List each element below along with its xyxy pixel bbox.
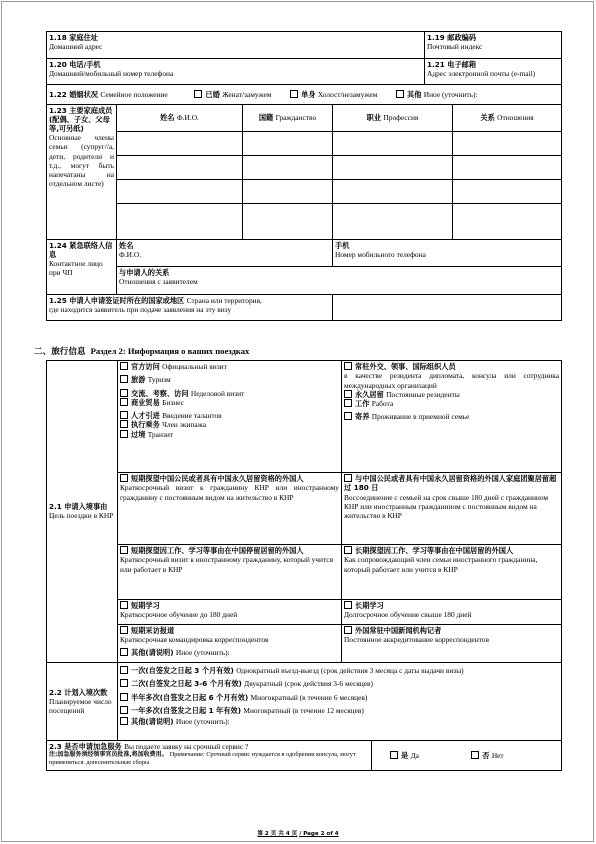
purpose-business-zh: 商业贸易 [131, 397, 160, 407]
emergency-name-label-zh: 姓名 [119, 241, 134, 250]
entries-half-year-ru: Многократный (в течение 6 месяцев) [250, 692, 368, 702]
family-row-1-relation[interactable] [453, 132, 562, 156]
purpose-official-option[interactable] [120, 362, 339, 371]
emergency-mobile-label-zh: 手机 [335, 241, 350, 250]
purpose-talent-option[interactable] [120, 411, 339, 420]
express-yes-ru: Да [410, 750, 419, 760]
purpose-work-option[interactable] [344, 399, 559, 408]
family-header-nationality-zh: 国籍 [258, 113, 274, 123]
purpose-short-family-cell[interactable] [118, 473, 342, 545]
purpose-resident-journalist-zh: 外国常驻中国新闻机构记者 [355, 626, 442, 635]
purpose-permanent-option[interactable] [344, 390, 559, 399]
purpose-foster-ru: Проживание в приемной семье [371, 412, 470, 422]
family-row-3-profession[interactable] [333, 180, 453, 204]
family-header-name [117, 105, 243, 132]
emergency-name-label-ru: Ф.И.О. [119, 250, 142, 259]
purpose-short-foreign-cell[interactable] [118, 545, 342, 600]
section2-title [34, 345, 249, 357]
entries-double-ru: Двукратный (срок действия 3-6 месяцев) [244, 679, 373, 689]
purpose-short-journalist-ru: Краткосрочная командировка корреспондентов [120, 635, 269, 645]
entries-one-year-zh: 一年多次(自签发之日起 1 年有效) [131, 705, 242, 715]
family-row-3-nationality[interactable] [243, 180, 333, 204]
entries-double-zh: 二次(自签发之日起 3-6 个月有效) [131, 679, 242, 689]
purpose-resident-journalist-cell[interactable] [342, 625, 562, 663]
family-row-4-profession[interactable] [333, 204, 453, 240]
entries-other-zh: 其他(请说明) [131, 717, 174, 726]
purpose-short-family-checkbox[interactable] [120, 474, 128, 482]
purpose-business-ru: Бизнес [162, 397, 184, 407]
purpose-long-foreign-checkbox[interactable] [344, 546, 352, 554]
purpose-transit-zh: 过境 [131, 429, 146, 439]
purpose-crew-checkbox[interactable] [120, 420, 128, 428]
purpose-foster-zh: 寄养 [355, 412, 370, 422]
emergency-contact-label-cell [47, 240, 117, 295]
purpose-permanent-zh: 永久居留 [355, 389, 384, 399]
purpose-other-checkbox[interactable] [120, 648, 128, 656]
entries-half-year-zh: 半年多次(自签发之日起 6 个月有效) [131, 692, 249, 702]
purpose-transit-option[interactable] [120, 430, 339, 439]
purpose-talent-zh: 人才引进 [131, 411, 160, 420]
emergency-label-ru: Контактное лицо при ЧП [49, 259, 103, 278]
footer-page-en: / Page 2 of 4 [299, 831, 339, 837]
single-checkbox[interactable] [290, 90, 298, 98]
purpose-long-family-zh: 与中国公民或者具有中国永久居留资格的外国人家庭团聚居留超过 180 日 [344, 474, 557, 493]
purpose-official-ru: Официальный визит [162, 362, 227, 371]
purpose-talent-ru: Введение талантов [162, 411, 222, 420]
marital-label-ru: Семейное положение [100, 89, 168, 99]
entries-one-year-checkbox[interactable] [120, 706, 128, 714]
entries-other-option[interactable] [120, 717, 559, 726]
phone-field[interactable] [47, 59, 425, 85]
purpose-work-zh: 工作 [355, 399, 370, 408]
entries-single-option[interactable] [120, 666, 559, 675]
express-no-ru: Нет [491, 750, 504, 760]
express-no-zh: 否 [482, 750, 490, 760]
family-header-relation-ru: Отношения [497, 113, 534, 123]
purpose-long-family-checkbox[interactable] [344, 474, 352, 482]
marital-other-label-ru: Иное (уточнить): [423, 89, 478, 99]
family-header-relation [453, 105, 562, 132]
marital-other-label-zh: 其他 [407, 89, 422, 99]
purpose-label-zh: 2.1 申请入境事由 [49, 502, 108, 512]
section2-title-zh: 二、旅行信息 [34, 347, 86, 357]
purpose-long-study-checkbox[interactable] [344, 601, 352, 609]
family-row-4-name[interactable] [117, 204, 243, 240]
entries-single-checkbox[interactable] [120, 666, 128, 674]
postal-code-label-ru: Почтовый индекс [427, 42, 483, 51]
purpose-exchange-ru: Неделовой визит [190, 388, 245, 398]
purpose-short-study-zh: 短期学习 [131, 601, 160, 610]
postal-code-label-zh: 1.19 邮政编码 [427, 33, 477, 42]
purpose-foster-checkbox[interactable] [344, 412, 352, 420]
purpose-other-ru: Иное (уточнить): [175, 647, 230, 657]
emergency-relation-label-ru: Отношения с заявителем [119, 277, 198, 286]
express-yes-checkbox[interactable] [390, 751, 398, 759]
family-header-nationality-ru: Гражданство [275, 113, 317, 123]
single-label-zh: 单身 [301, 89, 316, 99]
entries-single-ru: Однократный въезд-выезд (срок действия 3 месяца с даты выдачи визы) [236, 666, 464, 675]
home-address-label-zh: 1.18 家庭住址 [49, 33, 98, 42]
married-label-ru: Женат/замужем [222, 89, 272, 99]
home-address-label-ru: Домашний адрес [49, 42, 103, 51]
location-label-zh: 1.25 申请人申请签证时所在的国家或地区 [49, 296, 185, 305]
emergency-label-zh: 1.24 紧急联络人信息 [49, 241, 113, 259]
purpose-short-study-cell[interactable] [118, 600, 342, 625]
purpose-other-zh: 其他(请说明) [131, 647, 174, 657]
purpose-diplomat-zh: 常驻外交、领事、国际组织人员 [355, 362, 456, 371]
entries-label-cell [47, 663, 118, 741]
purpose-long-study-zh: 长期学习 [355, 601, 384, 610]
purpose-transit-ru: Транзит [147, 429, 174, 439]
email-label-ru: Адрес электронной почты (e-mail) [427, 69, 536, 78]
section1-table [46, 31, 562, 321]
purpose-transit-checkbox[interactable] [120, 430, 128, 438]
purpose-crew-zh: 执行乘务 [131, 420, 160, 430]
family-row-2-name[interactable] [117, 156, 243, 180]
married-label-zh: 已婚 [205, 89, 220, 99]
purpose-business-option[interactable] [120, 398, 339, 407]
purpose-permanent-ru: Постоянные резиденты [386, 389, 460, 399]
purpose-diplomat-ru: в качестве резидента дипломата, консула или сотрудника международных организаций [344, 371, 560, 390]
purpose-business-checkbox[interactable] [120, 398, 128, 406]
purpose-work-checkbox[interactable] [344, 399, 352, 407]
purpose-tourism-ru: Туризм [147, 375, 171, 385]
purpose-long-foreign-cell[interactable] [342, 545, 562, 600]
entries-options [118, 663, 562, 741]
family-row-1-profession[interactable] [333, 132, 453, 156]
express-answer-cell [372, 741, 562, 771]
purpose-short-study-ru: Краткосрочное обучение до 180 дней [120, 610, 238, 620]
entries-label-ru: Планируемое число посещений [49, 696, 112, 715]
purpose-short-journalist-cell[interactable] [118, 625, 342, 663]
family-row-2-relation[interactable] [453, 156, 562, 180]
purpose-short-family-ru: Краткосрочный визит к гражданину КНР или иностранному гражданину с постоянным видом на жительство в КНР [120, 483, 339, 502]
emergency-mobile-field[interactable] [333, 240, 562, 267]
purpose-long-study-ru: Долгосрочное обучение свыше 180 дней [344, 610, 472, 620]
express-no-checkbox[interactable] [471, 751, 479, 759]
location-label-ru-2: где находится заявитель при подаче заявления на эту визу [49, 305, 232, 315]
purpose-short-foreign-checkbox[interactable] [120, 546, 128, 554]
purpose-short-journalist-zh: 短期采访报道 [131, 626, 175, 635]
section2-table [46, 360, 562, 771]
purpose-short-journalist-checkbox[interactable] [120, 626, 128, 634]
family-header-profession [333, 105, 453, 132]
entries-single-zh: 一次(自签发之日起 3 个月有效) [131, 666, 234, 675]
family-row-3-name[interactable] [117, 180, 243, 204]
entries-one-year-option[interactable] [120, 706, 559, 715]
entries-double-checkbox[interactable] [120, 679, 128, 687]
express-note-zh: 注:加急服务须经领事官员批准,将加收费用。 [49, 751, 168, 759]
purpose-left-options [118, 361, 342, 473]
purpose-label-ru: Цель поездки в КНР [49, 511, 114, 521]
entries-other-checkbox[interactable] [120, 717, 128, 725]
family-label-zh: 1.23 主要家庭成员(配偶、子女、父母等,可另纸) [49, 106, 113, 133]
emergency-relation-field[interactable] [117, 267, 562, 295]
family-row-2-nationality[interactable] [243, 156, 333, 180]
entries-double-option[interactable] [120, 679, 559, 688]
express-no-option[interactable] [471, 751, 503, 760]
purpose-long-foreign-ru: Как сопровождающий член семьи иностранного гражданина, который работает или учится в КНР [344, 555, 538, 574]
purpose-official-zh: 官方访问 [131, 362, 160, 371]
family-members-label-cell [47, 105, 117, 240]
purpose-long-foreign-zh: 长期探望因工作、学习等事由在中国居留的外国人 [355, 546, 514, 555]
purpose-crew-option[interactable] [120, 420, 339, 429]
marital-label-zh: 1.22 婚姻状况 [49, 89, 98, 99]
entries-label-zh: 2.2 计划入境次数 [49, 687, 108, 697]
purpose-short-foreign-zh: 短期探望因工作、学习等事由在中国停留居留的外国人 [131, 546, 304, 555]
purpose-talent-checkbox[interactable] [120, 411, 128, 419]
family-header-name-zh: 姓名 [160, 113, 175, 123]
family-row-1-name[interactable] [117, 132, 243, 156]
purpose-official-checkbox[interactable] [120, 362, 128, 370]
express-yes-option[interactable] [390, 751, 419, 760]
purpose-exchange-zh: 交流、考察、访问 [131, 388, 189, 398]
express-question-cell [47, 741, 372, 771]
express-yes-zh: 是 [401, 750, 409, 760]
single-label-ru: Холост/незамужем [317, 89, 378, 99]
purpose-tourism-checkbox[interactable] [120, 375, 128, 383]
applicant-location-field[interactable] [333, 295, 562, 321]
purpose-right-options [342, 361, 562, 473]
purpose-diplomat-checkbox[interactable] [344, 362, 352, 370]
family-row-1-nationality[interactable] [243, 132, 333, 156]
email-label-zh: 1.21 电子邮箱 [427, 60, 477, 69]
family-row-3-relation[interactable] [453, 180, 562, 204]
purpose-short-family-zh: 短期探望中国公民或者具有中国永久居留资格的外国人 [131, 474, 304, 483]
home-address-field[interactable] [47, 32, 425, 59]
postal-code-field[interactable] [425, 32, 562, 59]
applicant-location-label-cell [47, 295, 333, 321]
emergency-name-field[interactable] [117, 240, 333, 267]
family-header-profession-zh: 职业 [366, 113, 382, 123]
purpose-long-study-cell[interactable] [342, 600, 562, 625]
emergency-mobile-label-ru: Номер мобильного телефона [335, 250, 426, 259]
family-row-4-relation[interactable] [453, 204, 562, 240]
family-row-2-profession[interactable] [333, 156, 453, 180]
section2-title-ru: Раздел 2: Информация о ваших поездках [90, 346, 250, 356]
purpose-exchange-checkbox[interactable] [120, 389, 128, 397]
purpose-tourism-zh: 旅游 [131, 375, 146, 385]
purpose-long-family-ru: Воссоединение с семьей на срок свыше 180 дней с гражданином КНР или иностранным гражданином с постоянным видом на жительство в КНР [344, 492, 549, 520]
purpose-short-study-checkbox[interactable] [120, 601, 128, 609]
purpose-work-ru: Работа [371, 399, 394, 408]
purpose-resident-journalist-ru: Постоянное аккредитование корреспондентов [344, 635, 489, 645]
marital-other-checkbox[interactable] [396, 90, 404, 98]
purpose-short-foreign-ru: Краткосрочный визит к иностранному гражданину, который учится или работает в КНР [120, 555, 333, 574]
family-header-nationality [243, 105, 333, 132]
express-question-zh: 2.3 是否申请加急服务 [49, 742, 122, 751]
family-header-relation-zh: 关系 [480, 113, 495, 123]
purpose-exchange-option[interactable] [120, 389, 339, 398]
purpose-long-family-cell[interactable] [342, 473, 562, 545]
entries-half-year-option[interactable] [120, 693, 559, 702]
purpose-foster-option[interactable] [344, 412, 559, 421]
purpose-diplomat-option[interactable] [344, 362, 559, 371]
email-field[interactable] [425, 59, 562, 85]
entries-other-ru: Иное (уточнить): [175, 717, 230, 726]
footer-page-zh: 第 2 页 共 4 页 [257, 831, 298, 837]
family-header-name-ru: Ф.И.О. [176, 113, 199, 123]
emergency-relation-label-zh: 与申请人的关系 [119, 268, 170, 277]
phone-label-zh: 1.20 电话/手机 [49, 60, 101, 69]
family-label-ru: Основные члены семьи (супруг//а, дети, родители и т.д., могут быть напечатаны на отдельном листе) [49, 133, 114, 189]
family-header-profession-ru: Профессия [383, 113, 419, 123]
purpose-resident-journalist-checkbox[interactable] [344, 626, 352, 634]
page-footer [0, 829, 596, 837]
family-row-4-nationality[interactable] [243, 204, 333, 240]
married-checkbox[interactable] [194, 90, 202, 98]
marital-status-row [47, 85, 562, 105]
purpose-permanent-checkbox[interactable] [344, 390, 352, 398]
purpose-label-cell [47, 361, 118, 663]
phone-label-ru: Домашний/мобильный номер телефона [49, 69, 174, 78]
location-label-ru-1: Страна или территория, [186, 296, 262, 305]
entries-half-year-checkbox[interactable] [120, 693, 128, 701]
entries-one-year-ru: Многократный (в течение 12 месяцев) [243, 705, 364, 715]
purpose-crew-ru: Член экипажа [162, 420, 207, 430]
express-note-ru: Примечание: Срочный сервис нуждается в одобрении консула, могут применяться. дополнительные сборы [49, 751, 356, 766]
express-question-ru: Вы подаете заявку на срочный сервис ? [124, 742, 249, 751]
purpose-tourism-option[interactable] [120, 375, 339, 384]
